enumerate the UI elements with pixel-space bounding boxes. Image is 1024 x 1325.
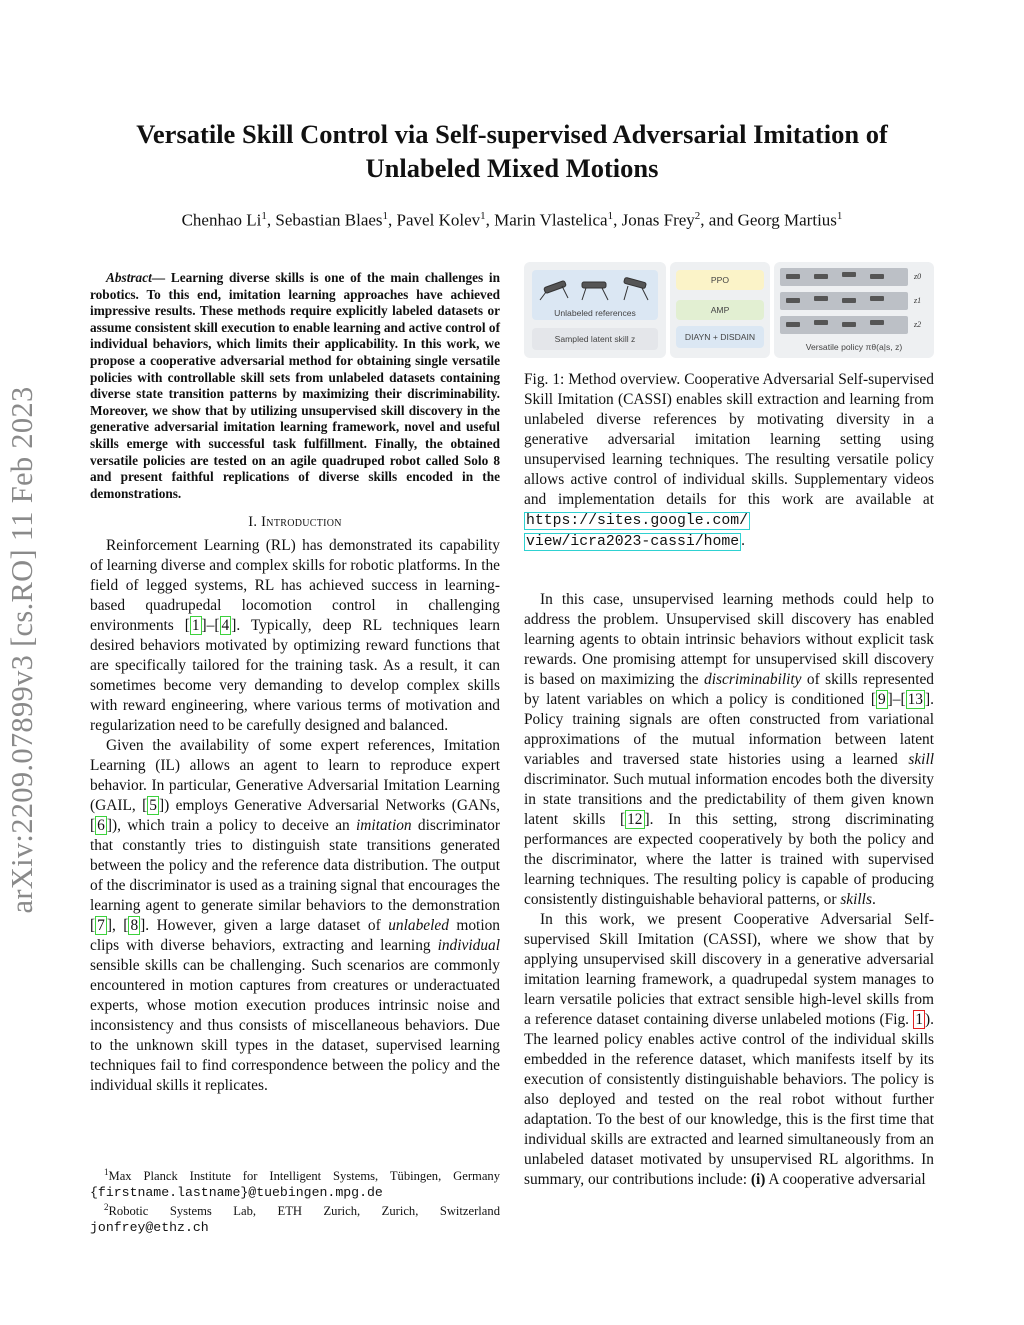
citation-link[interactable]: 12 [627, 811, 643, 828]
skill-rollouts-icon [774, 262, 934, 338]
z0-label: z0 [914, 272, 922, 281]
diayn-label: DIAYN + DISDAIN [684, 332, 756, 342]
caption-text: Method overview. Cooperative Adversarial Self-supervised Skill Imitation (CASSI) enables skill extraction and learning from unlabeled diverse references by motivating diversity in a generative adversarial imitation learning setting using unsupervised learning techniques. The resulting versatile policy allows active control of individual skills. Supplementary videos and implementation details for this work are available at [524, 371, 935, 508]
author: Chenhao Li [181, 210, 262, 230]
citation-link[interactable]: 1 [191, 617, 200, 635]
project-url-link[interactable]: view/icra2023-cassi/home [526, 534, 740, 550]
citation-link[interactable]: 9 [877, 691, 886, 708]
arxiv-identifier: arXiv:2209.07899v3 [cs.RO] 11 Feb 2023 [5, 386, 39, 914]
citation-link[interactable]: 4 [221, 617, 230, 635]
paper-title [100, 117, 924, 185]
author: Pavel Kolev [396, 210, 481, 230]
footnote-affiliation: Robotic Systems Lab, ETH Zurich, Zurich, Switzerland [108, 1204, 500, 1219]
figure-link[interactable]: 1 [915, 1011, 924, 1028]
citation-link[interactable]: 5 [149, 797, 157, 815]
affiliation-mark: 2 [694, 210, 701, 222]
citation-link[interactable]: 13 [907, 691, 923, 708]
abstract-text: Learning diverse skills is one of the main challenges in robotics. To this end, imitation learning approaches have achieved impressive results. These methods require explicitly labeled datasets or assume consistent skill execution to enable learning and active control of individual behaviors, which limits their applicability. In this work, we propose a cooperative adversarial method for obtaining single versatile policies with controllable skill sets from unlabeled datasets containing diverse state transition patterns by maximizing their discriminability. Moreover, we show that by utilizing unsupervised skill discovery in the generative adversarial imitation learning framework, novel and useful skills emerge with successful task fulfillment. Finally, the obtained versatile policies are tested on an agile quadruped robot called Solo 8 and present faithful replications of diverse skills encoded in the demonstrations. [90, 270, 500, 501]
citation-link[interactable]: 7 [97, 917, 105, 935]
unlabeled-references-box [532, 270, 658, 320]
method-overview-figure [524, 262, 934, 358]
affiliation-mark: 1 [261, 210, 267, 222]
title-line-1: Versatile Skill Control via Self-supervised Adversarial Imitation of [136, 119, 888, 149]
left-column [90, 270, 500, 1096]
affiliation-mark: 1 [607, 210, 614, 222]
abstract: Abstract— Learning diverse skills is one of the main challenges in robotics. To this end, imitation learning approaches have achieved impressive results. These methods require explicitly labeled datasets or assume consistent skill execution to enable learning and active control of individual behaviors, which limits their applicability. In this work, we propose a cooperative adversarial method for obtaining single versatile policies with controllable skill sets from unlabeled datasets containing diverse state transition patterns by maximizing their discriminability. Moreover, we show that by utilizing unsupervised skill discovery in the generative adversarial imitation learning framework, novel and useful skills emerge with successful task fulfillment. Finally, the obtained versatile policies are tested on an agile quadruped robot called Solo 8 and present faithful replications of diverse skills encoded in the demonstrations. [90, 270, 500, 501]
paragraph: Reinforcement Learning (RL) has demonstrated its capability of learning diverse and complex skills for robotic platforms. In the field of legged systems, RL has achieved success in learning-based quadrupedal locomotion control in challenging environments [ 1 ]–[ 4 ]. Typically, deep RL techniques learn desired behaviors motivated by optimizing reward functions that are specifically tailored for the training task. As a result, it can sometimes become very demanding to develop complex skills with reward engineering, where various terms of motivation and regularization need to be carefully designed and balanced. [90, 537, 501, 735]
versatile-policy-label: Versatile policy πθ(a|s, z) [805, 342, 903, 352]
affiliation-mark: 1 [836, 210, 843, 222]
policy-panel [774, 262, 934, 358]
footnote-email: jonfrey@ethz.ch [90, 1219, 209, 1235]
references-panel [524, 262, 666, 358]
amp-box [676, 300, 764, 320]
paragraph: In this case, unsupervised learning methods could help to address the problem. Unsupervised skill discovery has enabled learning agents to obtain intrinsic behaviors without explicit task rewards. One promising attempt for unsupervised skill discovery is based on maximizing the discriminability of skills represented by latent variables on which a policy is conditioned [ 9 ]–[ 13 ]. Policy training signals are often constructed from variational approximations of the mutual information between latent variables and traversed state histories using a learned skill discriminator. Such mutual information encodes both the diversity in state transitions and the predictability of them given known latent skills [ 12 ]. In this setting, strong discriminating performances are expected cooperatively by both the policy and the discriminator, where the latter is trained with supervised learning techniques. The resulting policy is capable of producing consistently distinguishable behavioral patterns, or skills. [524, 591, 934, 908]
sampled-latent-label: Sampled latent skill z [554, 334, 636, 344]
training-panel [670, 262, 770, 358]
author: Jonas Frey [621, 210, 695, 230]
citation-link[interactable]: 8 [130, 917, 139, 935]
section-heading: I. Introduction [248, 514, 342, 531]
amp-label: AMP [710, 305, 730, 315]
z2-label: z2 [914, 320, 922, 329]
title-line-2: Unlabeled Mixed Motions [365, 153, 659, 183]
ppo-box [676, 270, 764, 290]
unlabeled-references-label: Unlabeled references [554, 308, 636, 318]
figure-caption: Fig. 1: Method overview. Cooperative Adversarial Self-supervised Skill Imitation (CASSI) enables skill extraction and learning from unlabeled diverse references by motivating diversity in a generative adversarial imitation learning setting using unsupervised learning techniques. The resulting versatile policy allows active control of individual skills. Supplementary videos and implementation details for this work are available at https://sites.google.com/ view/icra2023-cassi/home . [524, 371, 935, 550]
affiliation-mark: 1 [480, 210, 486, 222]
author: Marin Vlastelica [494, 210, 608, 230]
author-list: Chenhao Li$^1$, Sebastian Blaes$^1$, Pavel Kolev$^1$, Marin Vlastelica$^1$, Jonas Frey$^2$, and Georg Martius$^1$ [181, 210, 843, 230]
paragraph: In this work, we present Cooperative Adversarial Self-supervised Skill Imitation (CASSI), where we show that by applying unsupervised skill discovery in a generative adversarial imitation learning framework, a quadrupedal system manages to learn versatile policies that extract sensible high-level skills from a reference dataset containing diverse unlabeled motions (Fig. 1 ). The learned policy enables active control of the individual skills embedded in the reference dataset, which manifests itself by its execution of consistently distinguishable behaviors. The policy is also deployed and tested on the real robot without further adaptation. To the best of our knowledge, this is the first time that individual skills are extracted and learned simultaneously from an unlabeled dataset motivated by unsupervised RL algorithms. In summary, our contributions include: (i) A cooperative adversarial [524, 911, 934, 1188]
footnotes: $^1$Max Planck Institute for Intelligent Systems, Tübingen, Germany {firstname.lastname}@tuebingen.mpg.de $^2$Robotic Systems Lab, ETH Zurich, Zurich, Switzerland jonfrey@ethz.ch [90, 1167, 500, 1235]
author: Sebastian Blaes [275, 210, 383, 230]
affiliation-mark: 1 [382, 210, 389, 222]
ppo-label: PPO [710, 275, 730, 285]
footnote-email: {firstname.lastname}@tuebingen.mpg.de [90, 1184, 383, 1200]
abstract-label: Abstract [106, 270, 152, 285]
project-url-link[interactable]: https://sites.google.com/ [526, 513, 748, 529]
paragraph: Given the availability of some expert references, Imitation Learning (IL) allows an agent to learn to reproduce expert behavior. In particular, Generative Adversarial Imitation Learning (GAIL, [ 5 ]) employs Generative Adversarial Networks (GANs, [ 6 ]), which train a policy to deceive an imitation discriminator that constantly tries to distinguish state transitions generated between the policy and the reference data distribution. The output of the discriminator is used as a training signal that encourages the learning agent to generate similar behaviors to the demonstration [ 7 ], [ 8 ]. However, given a large dataset of unlabeled motion clips with diverse behaviors, extracting and learning individual sensible skills can be challenging. Such scenarios are commonly encountered in motion captures from creatures or underactuated experts, whose motion execution produces intrinsic noise and inconsistency and thus consists of miscellaneous behaviors. Due to the unknown skill types in the dataset, supervised learning techniques fail to find correspondence between the policy and the individual skills it replicates. [90, 737, 500, 1095]
right-column [524, 590, 934, 1190]
footnote-affiliation: Max Planck Institute for Intelligent Systems, Tübingen, Germany [108, 1169, 500, 1184]
z1-label: z1 [914, 296, 922, 305]
sampled-latent-box [532, 328, 658, 350]
citation-link[interactable]: 6 [97, 817, 105, 835]
caption-prefix: Fig. 1: [524, 371, 569, 388]
diayn-box [676, 326, 764, 348]
robot-motion-icon [532, 270, 658, 304]
author: Georg Martius [737, 210, 837, 230]
